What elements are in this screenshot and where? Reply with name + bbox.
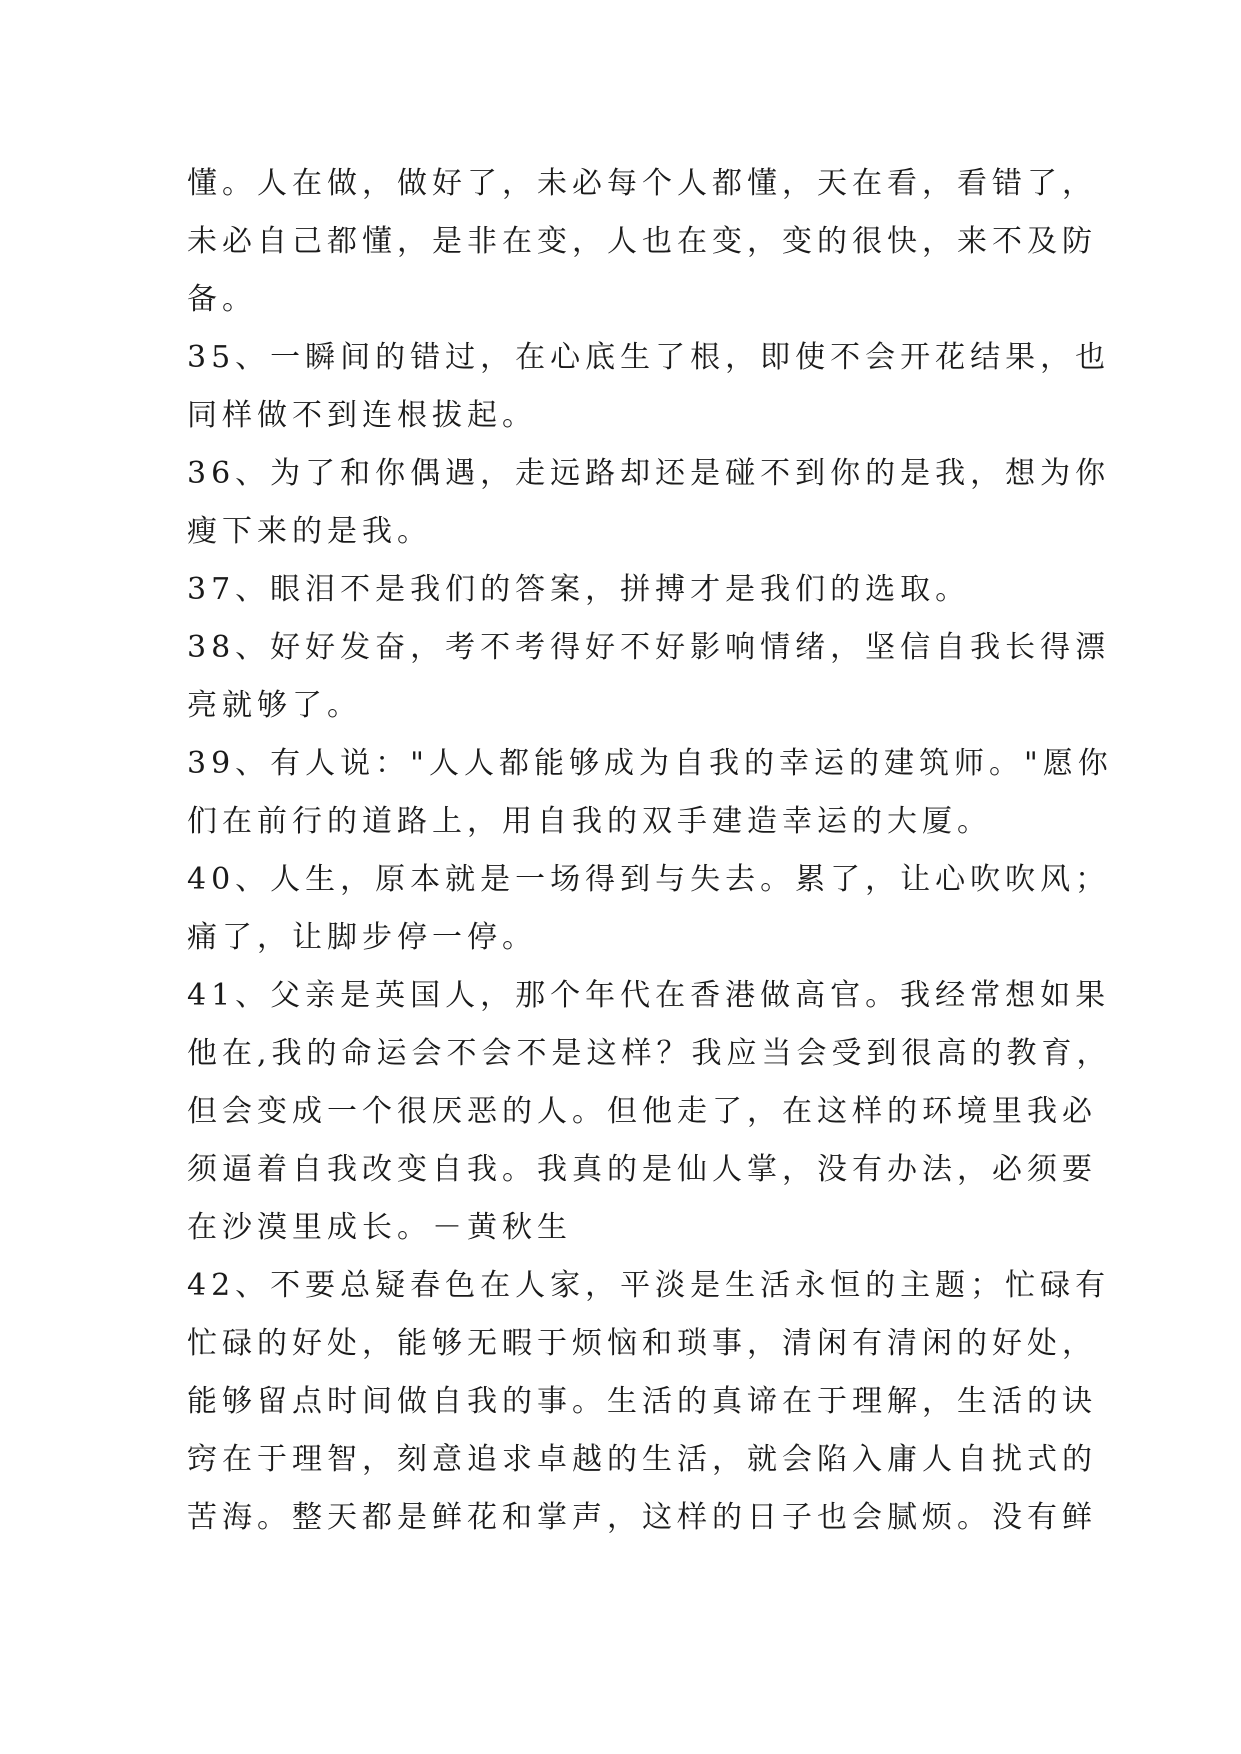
text-line: 在沙漠里成长。－黄秋生: [187, 1210, 572, 1245]
text-line: 35、一瞬间的错过，在心底生了根，即使不会开花结果，也: [187, 340, 1111, 375]
text-line: 39、有人说："人人都能够成为自我的幸运的建筑师。"愿你: [187, 746, 1113, 781]
text-line: 38、好好发奋，考不考得好不好影响情绪，坚信自我长得漂: [187, 630, 1111, 665]
text-line: 窍在于理智，刻意追求卓越的生活，就会陷入庸人自扰式的: [187, 1442, 1097, 1477]
text-line: 瘦下来的是我。: [187, 514, 432, 549]
text-line: 36、为了和你偶遇，走远路却还是碰不到你的是我，想为你: [187, 456, 1111, 491]
text-line: 同样做不到连根拔起。: [187, 398, 537, 433]
text-line: 能够留点时间做自我的事。生活的真谛在于理解，生活的诀: [187, 1384, 1097, 1419]
text-line: 37、眼泪不是我们的答案，拼搏才是我们的选取。: [187, 572, 971, 607]
text-line: 未必自己都懂，是非在变，人也在变，变的很快，来不及防: [187, 224, 1097, 259]
text-line: 他在,我的命运会不会不是这样？我应当会受到很高的教育，: [187, 1036, 1112, 1071]
text-line: 41、父亲是英国人，那个年代在香港做高官。我经常想如果: [187, 978, 1111, 1013]
text-line: 但会变成一个很厌恶的人。但他走了，在这样的环境里我必: [187, 1094, 1097, 1129]
text-line: 备。: [187, 282, 257, 317]
text-line: 42、不要总疑春色在人家，平淡是生活永恒的主题；忙碌有: [187, 1268, 1111, 1303]
text-line: 们在前行的道路上，用自我的双手建造幸运的大厦。: [187, 804, 992, 839]
text-line: 忙碌的好处，能够无暇于烦恼和琐事，清闲有清闲的好处，: [187, 1326, 1097, 1361]
text-line: 懂。人在做，做好了，未必每个人都懂，天在看，看错了，: [187, 166, 1097, 201]
text-line: 40、人生，原本就是一场得到与失去。累了，让心吹吹风；: [187, 862, 1111, 897]
text-line: 亮就够了。: [187, 688, 362, 723]
text-line: 须逼着自我改变自我。我真的是仙人掌，没有办法，必须要: [187, 1152, 1097, 1187]
document-body: [187, 155, 1113, 1547]
text-line: 痛了，让脚步停一停。: [187, 920, 537, 955]
text-line: 苦海。整天都是鲜花和掌声，这样的日子也会腻烦。没有鲜: [187, 1500, 1097, 1535]
